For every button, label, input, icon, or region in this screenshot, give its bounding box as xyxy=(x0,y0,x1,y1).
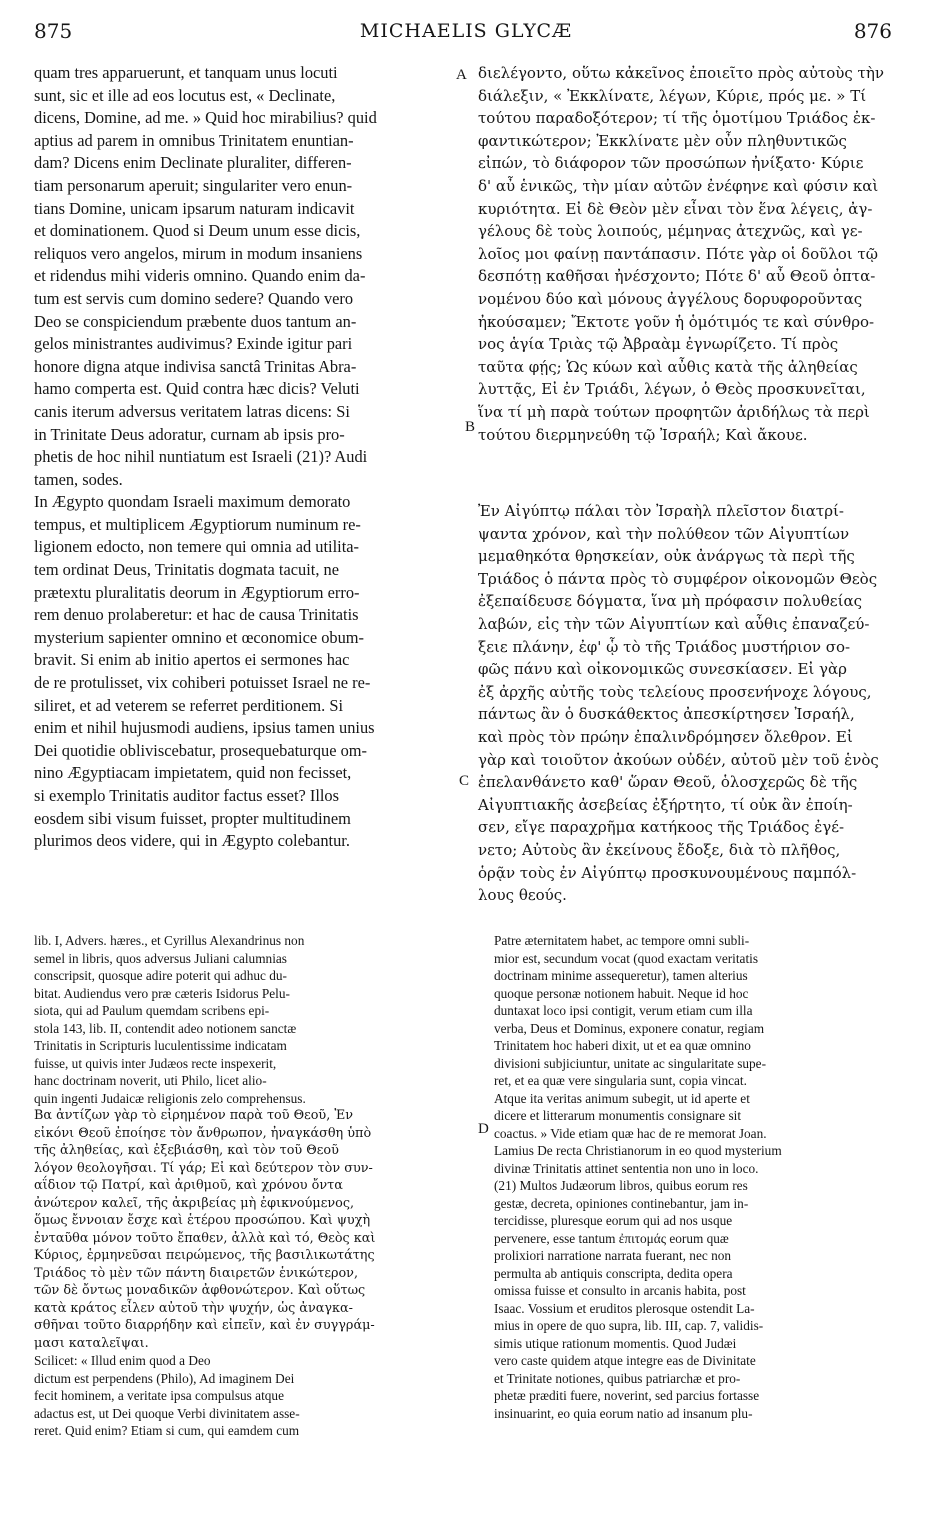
footnote-right-text xyxy=(494,932,914,1422)
text-line: in Trinitate Deus adoratur, curnam ab ipsis pro- xyxy=(34,424,345,444)
text-line: tamen, sodes. xyxy=(34,469,123,489)
footnote-line: ἐνταῦθα μόνον τοῦτο ἔπαθεν, ἀλλὰ καὶ τό, Θεὸς καὶ xyxy=(34,1230,376,1246)
footnotes-right xyxy=(494,932,914,1527)
footnote-line: siota, qui ad Paulum quemdam scribens epi- xyxy=(34,1003,270,1018)
text-line: ξειε πλάνην, ἐφ' ᾧ τὸ τῆς Τριάδος μυστήριον σο- xyxy=(478,637,851,656)
text-line: ὁρᾷν τοὺς ἐν Αἰγύπτῳ προσκυνουμένους παμπόλ- xyxy=(478,863,857,882)
text-line: πάντως ἂν ὁ δυσκάθεκτος ἀπεσκίρτησεν Ἰσραήλ, xyxy=(478,705,855,724)
footnote-line: Trinitatem hoc haberi dixit, ut et ea quæ omnino xyxy=(494,1038,751,1053)
footnote-line: σθῆναι τοῦτο διαρρήδην καὶ εἰπεῖν, καὶ ἐν συγγράμ- xyxy=(34,1318,375,1333)
text-line: ἐπελανθάνετο καθ' ὥραν Θεοῦ, ὁλοσχερῶς δὲ τῆς xyxy=(478,773,858,792)
text-line: honore digna atque indivisa sanctâ Trinitas Abra- xyxy=(34,356,357,376)
footnote-line: adactus est, ut Dei quoque Verbi divinitatem asse- xyxy=(34,1405,300,1421)
footnote-line: μασι καταλεῖψαι. xyxy=(34,1335,149,1351)
text-line: prætextu pluralitatis deorum in Ægyptiorum erro- xyxy=(34,582,360,602)
text-line: tem ordinat Deus, Trinitatis dogmata tacuit, ne xyxy=(34,560,340,580)
text-line: γὰρ καὶ τοιοῦτον ἀκούων οὐδέν, αὐτοῦ μὲν τοῦ ἑνὸς xyxy=(478,750,879,769)
footnote-line: vero caste quidem atque integre eas de Divinitate xyxy=(494,1353,756,1368)
text-line: rem denuo prolaberetur: et hac de causa Trinitatis xyxy=(34,605,359,625)
text-line: dam? Dicens enim Declinate pluraliter, differen- xyxy=(34,153,352,173)
left-page-number: 875 xyxy=(34,19,73,43)
footnote-left-greek xyxy=(34,1107,462,1352)
text-line: reliquos vero angelos, mirum in modum insaniens xyxy=(34,243,363,263)
text-line: dicens, Domine, ad me. » Quid hoc mirabilius? quid xyxy=(34,108,377,128)
footnote-line: ἀνώτερον καλεῖ, τῆς ἀκριβείας μὴ ἐφικνούμενος, xyxy=(34,1195,355,1211)
text-line: λυττᾷς, Εἰ ἐν Τριάδι, λέγων, ὁ Θεὸς προσκυνεῖται, xyxy=(478,380,866,399)
running-title: MICHAELIS GLYCÆ xyxy=(359,20,573,42)
footnote-line: prolixiori narratione narrata fuerant, nec non xyxy=(494,1248,732,1263)
text-line: et ridendus mihi videris omnino. Quando enim da- xyxy=(34,266,366,286)
text-line: ligionem edocto, non temere qui omnia ad utilita- xyxy=(34,537,359,557)
text-line: aptius ad parem in omnibus Trinitatem enuntian- xyxy=(34,130,354,150)
footnote-line: conscripsit, quosque adire poterit qui adhuc du- xyxy=(34,968,287,983)
column-marker-a: A xyxy=(456,67,467,83)
text-line: phetis de hoc nihil nuntiatum est Israeli (21)? Audi xyxy=(34,447,368,467)
footnote-line: simis utique rationum momentis. Quod Judæi xyxy=(494,1335,737,1351)
footnotes-left xyxy=(34,932,462,1527)
text-line: ἐξ ἀρχῆς αὐτῆς τοὺς τελείους προσενήνοχε λόγους, xyxy=(478,682,872,701)
text-line: enim et nihil hujusmodi audiens, ipsius tamen unius xyxy=(34,718,375,738)
text-line: eosdem sibi visum fuisset, propter multitudinem xyxy=(34,808,351,828)
text-line: ψαντα χρόνον, καὶ τὴν πολύθεον τῶν Αἰγυπτίων xyxy=(478,524,850,543)
text-line: quam tres apparuerunt, et tanquam unus locuti xyxy=(34,63,338,82)
text-line: tians Domine, unicam ipsarum naturam indicavit xyxy=(34,198,355,218)
text-line: ταῦτα φῄς; Ὡς κύων καὶ αὖθις κατὰ τῆς ἀληθείας xyxy=(478,357,858,376)
text-line: tiam personarum aperuit; singulariter vero enun- xyxy=(34,175,353,195)
footnote-line: quoque personæ notionem habuit. Neque id hoc xyxy=(494,985,749,1001)
text-line: διάλεξιν, « Ἐκκλίνατε, λέγων, Κύριε, πρός με. » Τί xyxy=(478,86,867,105)
footnote-line: tercidisse, pluresque eorum qui ad nos usque xyxy=(494,1213,733,1228)
text-line: λους θεούς. xyxy=(478,886,567,905)
greek-column xyxy=(478,62,908,905)
footnote-line: semel in libris, quos adversus Juliani calumnias xyxy=(34,950,287,966)
footnote-line: λόγον θεολογῆσαι. Τί γάρ; Εἰ καὶ δεύτερον τὸν συν- xyxy=(34,1160,373,1176)
text-line: δ' αὖ ἑνικῶς, τὴν μίαν αὐτῶν ἐνέφηνε καὶ φύσιν καὶ xyxy=(478,176,879,195)
text-line: Ἐν Αἰγύπτῳ πάλαι τὸν Ἰσραὴλ πλεῖστον διατρί- xyxy=(478,502,844,521)
footnote-line: pervenere, esse tantum ἐπιτομάς eorum quæ xyxy=(494,1230,729,1246)
footnote-left-latin-a xyxy=(34,932,462,1107)
text-line: κυριότητα. Εἰ δὲ Θεὸν μὲν εἶναι τὸν ἕνα λέγεις, ἀγ- xyxy=(478,199,873,218)
footnote-line: stola 143, lib. II, contendit adeo notionem sanctæ xyxy=(34,1020,297,1036)
footnote-line: αΐδιον τῷ Πατρί, καὶ ἀριθμοῦ, καὶ χρόνου ὄντα xyxy=(34,1178,343,1193)
text-line: Αἰγυπτιακῆς ἀσεβείας ἐξήρτητο, τί οὐκ ἂν ἐποίη- xyxy=(478,795,853,814)
text-line: λοῖος μοι φαίνῃ παντάπασιν. Πότε γὰρ οἱ δοῦλοι τῷ xyxy=(478,244,878,263)
text-line: καὶ πρὸς τὸν πρώην ἐπαλινδρόμησεν ὄλεθρον. Εἰ xyxy=(478,728,853,747)
text-line: siliret, et ad veterem se referret perditionem. Si xyxy=(34,695,344,715)
footnote-line: ret, et ea quæ vere singularia sunt, copia vincat. xyxy=(494,1073,747,1088)
footnote-line: Patre æternitatem habet, ac tempore omni subli- xyxy=(494,933,750,948)
footnote-line: fecit hominem, a veritate ipsa compulsus atque xyxy=(34,1388,284,1403)
text-line: τούτου διερμηνεύθη τῷ Ἰσραήλ; Καὶ ἄκουε. xyxy=(478,425,808,444)
greek-paragraph-1 xyxy=(478,62,908,446)
text-line: δεσπότῃ καθῆσαι ἠνέσχοντο; Πότε δ' αὖ Θεοῦ ὀπτα- xyxy=(478,267,876,286)
text-line: διελέγοντο, οὕτω κἀκεῖνος ἐποιεῖτο πρὸς αὐτοὺς τὴν xyxy=(478,64,884,82)
footnote-line: quin ingenti Judaicæ religionis zelo comprehensus. xyxy=(34,1090,306,1106)
text-line: μεμαθηκότα θρησκείαν, οὐκ ἀνάργως τὰ περὶ τῆς xyxy=(478,547,855,566)
footnote-line: Βα ἀντίζων γὰρ τὸ εἰρημένον παρὰ τοῦ Θεοῦ, Ἐν xyxy=(34,1108,354,1123)
footnote-line: dictum est perpendens (Philo), Ad imaginem Dei xyxy=(34,1370,295,1386)
footnote-line: bitat. Audiendus vero præ cæteris Isidorus Pelu- xyxy=(34,985,290,1001)
text-line: tempus, et multiplicem Ægyptiorum numinum re- xyxy=(34,514,361,534)
text-line: φαντικώτερον; Ἐκκλίνατε μὲν οὖν πληθυντικῶς xyxy=(478,131,847,150)
text-line: sunt, sic et ille ad eos locutus est, « Declinate, xyxy=(34,85,336,105)
text-line: de re protulisset, vix cohiberi potuisset Israel ne re- xyxy=(34,673,371,693)
text-line: Τριάδος ὁ πάντα πρὸς τὸ συμφέρον οἰκονομῶν Θεὸς xyxy=(478,569,878,588)
text-line: plurimos deos videre, qui in Ægypto colebantur. xyxy=(34,831,350,851)
footnote-line: Lamius De recta Christianorum in eo quod mysterium xyxy=(494,1143,782,1158)
greek-paragraph-2 xyxy=(478,500,908,907)
text-line: λαβών, εἰς τὴν τῶν Αἰγυπτίων καὶ αὖθις ἐπαναζεύ- xyxy=(478,615,870,634)
footnote-line: Trinitatis in Scripturis luculentissime indicatam xyxy=(34,1038,287,1053)
footnote-left-latin-b xyxy=(34,1352,462,1440)
text-line: gelos ministrantes audivimus? Exinde igitur pari xyxy=(34,334,353,354)
latin-paragraph-1 xyxy=(34,62,454,491)
latin-column xyxy=(34,62,454,872)
right-page-number: 876 xyxy=(853,19,892,43)
latin-paragraph-2 xyxy=(34,491,454,853)
footnote-line: Atque ita veritas animum subegit, ut id aperte et xyxy=(494,1090,750,1106)
footnote-line: phetæ præditi fuere, noverint, sed parcius fortasse xyxy=(494,1388,760,1403)
text-line: Deo se conspiciendum præbente duos tantum an- xyxy=(34,311,357,331)
footnote-line: mius in opere de quo supra, lib. III, cap. 7, validis- xyxy=(494,1318,764,1333)
footnote-line: τῶν δὲ ὄντως μοναδικῶν ἀφθονώτερον. Καὶ οὕτως xyxy=(34,1283,366,1298)
text-line: φῶς πάνυ καὶ οἰκονομικῶς συνεσκίασεν. Εἰ γὰρ xyxy=(478,660,847,679)
text-line: bravit. Si enim ab initio apertos ei sermones hac xyxy=(34,650,350,670)
text-line: νομένου δύο καὶ μόνους ἀγγέλους δορυφοροῦντας xyxy=(478,289,863,308)
text-line: ἵνα τί μὴ παρὰ τούτων προφητῶν ἀριδήλως τὰ περὶ xyxy=(478,402,870,421)
footnote-line: εἰκόνι Θεοῦ ἐποίησε τὸν ἄνθρωπον, ἠναγκάσθη ὑπὸ xyxy=(34,1125,372,1141)
footnote-line: reret. Quid enim? Etiam si cum, qui eamdem cum xyxy=(34,1423,300,1438)
column-marker-b: B xyxy=(465,419,476,435)
text-line: et dominationem. Quod si Deum unum esse dicis, xyxy=(34,221,361,241)
column-marker-c: C xyxy=(459,773,470,789)
text-line: τούτου παραδοξότερον; τί τῆς ὁμοτίμου Τριάδος ἐκ- xyxy=(478,109,876,128)
footnote-line: duntaxat loco ipsi contigit, verum etiam cum illa xyxy=(494,1003,753,1018)
text-line: canis iterum adversus veritatem latras dicens: Si xyxy=(34,401,350,421)
footnote-line: Scilicet: « Illud enim quod a Deo xyxy=(34,1353,211,1368)
text-line: σεν, εἴγε παραχρῆμα κατήκοος τῆς Τριάδος ἐγέ- xyxy=(478,818,845,837)
footnote-line: verba, Deus et Dominus, exponere conatur, regiam xyxy=(494,1020,765,1036)
text-line: si exemplo Trinitatis auditor factus esset? Illos xyxy=(34,786,340,805)
footnote-line: permulta ab antiquis conscripta, dedita opera xyxy=(494,1265,733,1281)
footnote-line: (21) Multos Judæorum libros, quibus eorum res xyxy=(494,1178,748,1193)
footnote-line: dicere et litterarum monumentis consignare sit xyxy=(494,1108,742,1123)
footnote-line: lib. I, Advers. hæres., et Cyrillus Alexandrinus non xyxy=(34,933,305,948)
footnote-line: Isaac. Vossium et eruditos plerosque ostendit La- xyxy=(494,1300,755,1316)
text-line: εἰπών, τὸ διάφορον τῶν προσώπων ἠνίξατο· Κύριε xyxy=(478,154,864,173)
text-line: tum est servis cum domino sedere? Quando vero xyxy=(34,288,354,308)
footnote-line: coactus. » Vide etiam quæ hac de re memorat Joan. xyxy=(494,1125,767,1141)
text-line: νετο; Αὐτοὺς ἂν ἐκείνους ἔδοξε, διὰ τὸ πλῆθος, xyxy=(478,841,841,859)
footnote-line: Κύριος, ἑρμηνεῦσαι πειρώμενος, τῆς βασιλικωτάτης xyxy=(34,1248,375,1263)
text-line: νος ἁγία Τριὰς τῷ Ἀβραὰμ ἐγνωρίζετο. Τί πρὸς xyxy=(478,335,839,354)
footnote-line: κατὰ κράτος εἶλεν αὐτοῦ τὴν ψυχήν, ὡς ἀναγκα- xyxy=(34,1300,353,1316)
footnote-line: divisioni subjiciuntur, unitate ac singularitate supe- xyxy=(494,1055,766,1071)
text-line: nino Ægyptiacam impietatem, quid non fecisset, xyxy=(34,763,352,783)
footnote-line: doctrinam minime assequeretur), tamen alterius xyxy=(494,968,748,983)
footnote-line: divinæ Trinitatis attinet sententia non uno in loco. xyxy=(494,1160,759,1176)
footnote-line: mior est, secundum vocat (quod exactam veritatis xyxy=(494,950,759,966)
text-line: Dei quotidie obliviscebatur, prosequebaturque om- xyxy=(34,740,367,760)
text-line: mysterium sapienter omnino et œconomice obum- xyxy=(34,627,365,647)
footnote-line: Τριάδος τὸ μὲν τῶν πάντη διαιρετῶν ἑνικώτερον, xyxy=(34,1265,359,1281)
text-line: In Ægypto quondam Israeli maximum demorato xyxy=(34,492,351,512)
footnote-line: omissa fuisse et consulto in arcanis habita, post xyxy=(494,1283,746,1298)
text-line: hamo comperta est. Quid contra hæc dicis? Veluti xyxy=(34,379,360,399)
text-line: ἠκούσαμεν; Ἔκτοτε γοῦν ἡ ὁμότιμός τε καὶ σύνθρο- xyxy=(478,312,875,331)
footnote-line: ὅμως ἔννοιαν ἔσχε καὶ ἑτέρου προσώπου. Καὶ ψυχὴ xyxy=(34,1213,371,1228)
text-line: ἐξεπαίδευσε δόγματα, ἵνα μὴ πρόφασιν πολυθείας xyxy=(478,592,862,611)
footnote-line: τῆς ἀληθείας, καὶ ἐξεβιάσθη, καὶ τὸν τοῦ Θεοῦ xyxy=(34,1143,339,1158)
column-marker-d: D xyxy=(478,1121,489,1137)
footnote-line: insinuarint, eo quia eorum natio ad insanum plu- xyxy=(494,1405,753,1421)
footnote-line: et Trinitate notiones, quibus patriarchæ et pro- xyxy=(494,1370,741,1386)
footnote-line: hanc doctrinam noverit, uti Philo, licet alio- xyxy=(34,1073,267,1088)
footnote-line: gestæ, decreta, opiniones continebantur, jam in- xyxy=(494,1195,749,1211)
text-line: γέλους δὲ τοὺς λοιπούς, μέμηνας ἀτεχνῶς, καὶ γε- xyxy=(478,222,863,241)
footnote-line: fuisse, ut quivis inter Judæos recte inspexerit, xyxy=(34,1055,277,1071)
